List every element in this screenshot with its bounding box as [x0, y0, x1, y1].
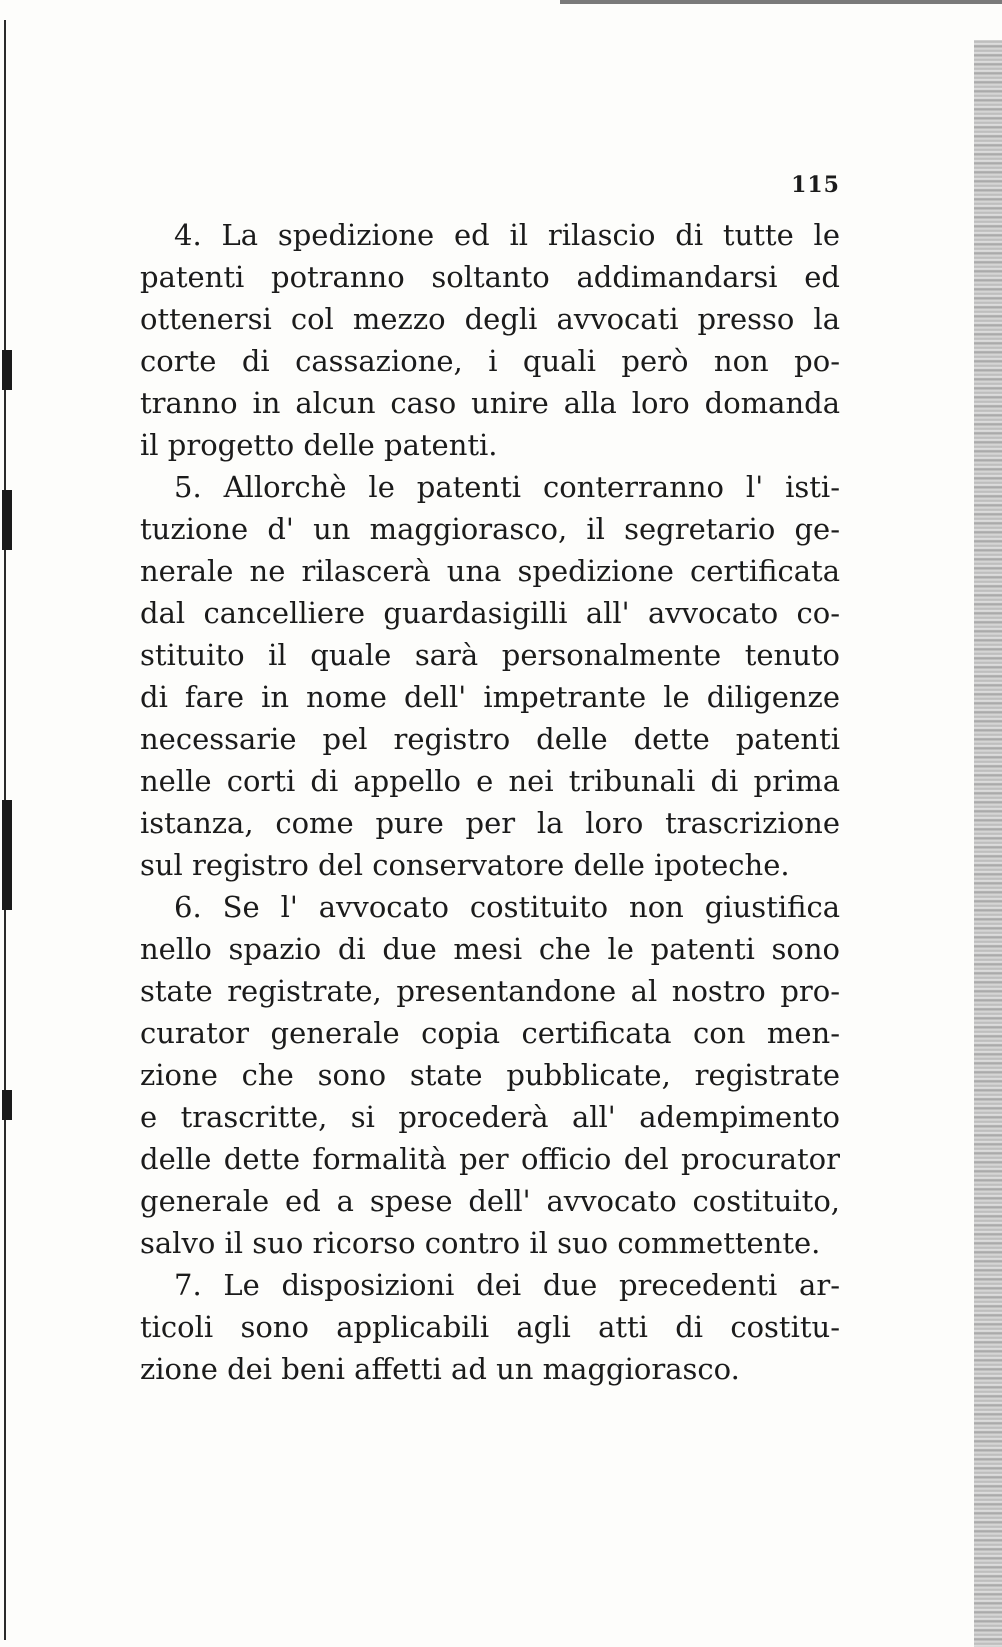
scan-mark [2, 1090, 12, 1120]
text-line: 7. Le disposizioni dei due precedenti ar- [174, 1268, 840, 1302]
page-header [140, 172, 840, 202]
body-text [140, 214, 840, 1390]
text-line: zione che sono state pubblicate, registrate [140, 1058, 840, 1092]
text-line: patenti potranno soltanto addimandarsi ed [140, 260, 840, 294]
text-line: generale ed a spese dell' avvocato costituito, [140, 1184, 840, 1218]
scan-mark [2, 490, 12, 550]
text-line: nerale ne rilascerà una spedizione certificata [140, 554, 840, 588]
text-line: dal cancelliere guardasigilli all' avvocato co- [140, 596, 840, 630]
page-number: 115 [791, 172, 840, 198]
text-line: corte di cassazione, i quali però non po- [140, 344, 840, 378]
text-line: e trascritte, si procederà all' adempimento [140, 1100, 840, 1134]
text-line: di fare in nome dell' impetrante le diligenze [140, 680, 840, 714]
text-line: delle dette formalità per officio del procurator [140, 1142, 840, 1176]
text-line: necessarie pel registro delle dette patenti [140, 722, 840, 756]
text-line: stituito il quale sarà personalmente tenuto [140, 638, 840, 672]
text-line: ticoli sono applicabili agli atti di costitu- [140, 1310, 840, 1344]
text-line: tuzione d' un maggiorasco, il segretario ge- [140, 512, 840, 546]
text-line: nello spazio di due mesi che le patenti sono [140, 932, 840, 966]
text-line: 5. Allorchè le patenti conterranno l' isti- [174, 470, 840, 504]
scan-mark [2, 350, 12, 390]
scan-mark [2, 800, 12, 910]
text-line: nelle corti di appello e nei tribunali di prima [140, 764, 840, 798]
text-line: 6. Se l' avvocato costituito non giustifica [174, 890, 840, 924]
text-line: salvo il suo ricorso contro il suo commettente. [140, 1226, 821, 1260]
text-line: state registrate, presentandone al nostro pro- [140, 974, 840, 1008]
text-line: 4. La spedizione ed il rilascio di tutte le [174, 218, 840, 252]
scan-right-gutter [974, 40, 1002, 1647]
scan-left-edge [4, 20, 12, 1640]
text-line: il progetto delle patenti. [140, 428, 498, 462]
text-line: curator generale copia certificata con men- [140, 1016, 840, 1050]
text-line: tranno in alcun caso unire alla loro domanda [140, 386, 840, 420]
text-line: istanza, come pure per la loro trascrizione [140, 806, 840, 840]
scan-top-edge [560, 0, 1002, 4]
text-line: sul registro del conservatore delle ipoteche. [140, 848, 790, 882]
text-line: zione dei beni affetti ad un maggiorasco. [140, 1352, 740, 1386]
text-line: ottenersi col mezzo degli avvocati presso la [140, 302, 840, 336]
